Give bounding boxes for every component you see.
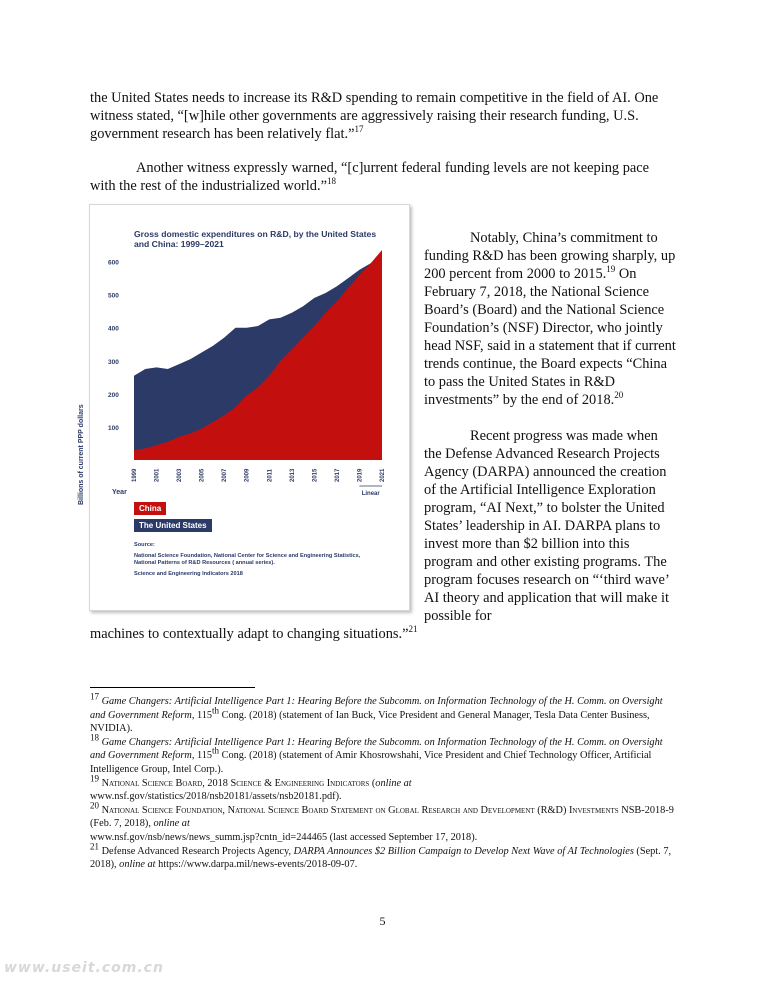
footnote-url[interactable]: https://www.darpa.mil/news-events/2018-09-07.	[155, 859, 358, 871]
x-tick-label: 1999	[132, 468, 138, 482]
footnote-text: Defense Advanced Research Projects Agency,	[99, 845, 294, 857]
x-axis-label: Year	[112, 489, 127, 496]
footnote-text: Cong. (2018) (statement of Amir Khosrowshahi, Vice President and Chief Technology Officer, Artificial Intelligence Group, Intel Corp.).	[90, 750, 652, 775]
paragraph-closing-line	[90, 625, 675, 643]
ordinal-suffix: th	[212, 745, 220, 756]
footnote-ref-21[interactable]: 21	[408, 624, 418, 635]
footnote-ref-17[interactable]: 17	[354, 124, 364, 135]
footnote-text: , 115	[191, 709, 213, 721]
ordinal-suffix: th	[212, 705, 220, 716]
footnote-online-at: online at	[119, 859, 156, 871]
footnote-online-at: online at	[153, 818, 190, 830]
paragraph-text: On February 7, 2018, the National Science Board’s (Board) and the National Science Foundation’s (NSF) Director, who jointly head NSF, said in a statement that if current trends continue, the Board expects “China to pass the United States in R&D investments” by the end of 2018.	[424, 266, 676, 408]
y-tick-label: 400	[108, 325, 119, 333]
x-tick-label: 2011	[267, 468, 274, 482]
x-tick-label: 2013	[289, 468, 296, 482]
x-tick-label: 2005	[199, 468, 206, 482]
footnote-17	[90, 691, 675, 736]
footnote-ref-19[interactable]: 19	[606, 264, 616, 275]
x-tick-label: 2009	[244, 468, 251, 482]
footnote-number: 17	[90, 691, 99, 702]
y-tick-label: 600	[108, 259, 119, 267]
x-tick-label: 2007	[222, 468, 229, 482]
paragraph-text: the United States needs to increase its R&D spending to remain competitive in the field of AI. One witness stated, “[w]hile other governments are aggressively raising their research funding, U.S. government research has been relatively flat.”	[90, 90, 659, 142]
paragraph-darpa	[424, 427, 676, 625]
footnote-text: NSB-2018-9 (Feb. 7, 2018),	[90, 804, 674, 830]
footnote-number: 18	[90, 732, 99, 743]
x-tick-label: 2003	[177, 468, 184, 482]
footnote-ref-18[interactable]: 18	[326, 176, 336, 187]
source-text: National Science Foundation, National Center for Science and Engineering Statistics, National Patterns of R&D Resources ( annual series).	[134, 553, 361, 566]
footnote-text: Cong. (2018) (statement of Ian Buck, Vice President and General Manager, Tesla Data Center Business, NVIDIA).	[90, 709, 650, 735]
y-tick-label: 300	[108, 358, 119, 366]
footnote-text: (Sept. 7, 2018),	[90, 845, 672, 871]
paragraph-rd-spending	[90, 89, 675, 143]
footnote-title: Game Changers: Artificial Intelligence Part 1: Hearing Before the Subcomm. on Information Technology of the H. Comm. on Oversight and Government Reform	[90, 736, 663, 762]
footnote-url[interactable]: www.nsf.gov/statistics/2018/nsb20181/assets/nsb20181.pdf).	[90, 791, 342, 803]
y-tick-label: 200	[108, 391, 119, 399]
footnote-20	[90, 800, 675, 845]
source-label: Source:	[134, 542, 155, 548]
chart-source	[134, 542, 374, 578]
footnote-number: 20	[90, 800, 99, 811]
footnote-online-at: online at	[375, 777, 412, 789]
footnote-21	[90, 841, 675, 872]
paragraph-text: Recent progress was made when the Defense Advanced Research Projects Agency (DARPA) announced the creation of the Artificial Intelligence Exploration program, “AI Next,” to bolster the United States’ leadership in AI. DARPA plans to invest more than $2 billion into this program and other existing programs. The program focuses research on “‘third wave’ AI theory and application that will make it possible for	[424, 428, 669, 624]
paragraph-text: Another witness expressly warned, “[c]urrent federal funding levels are not keeping pace with the rest of the industrialized world.”	[90, 160, 650, 194]
paragraph-text: machines to contextually adapt to changing situations.”	[90, 626, 409, 642]
footnote-text: National Science Foundation, National Science Board Statement on Global Research and Development (R&D) Investments	[101, 804, 619, 816]
rd-chart-figure	[78, 204, 410, 611]
x-tick-label: 2017	[334, 468, 341, 482]
footnote-number: 21	[90, 841, 99, 852]
footnote-text: , 115	[191, 750, 213, 762]
footnote-text: National Science Board, 2018 Science & Engineering Indicators	[101, 777, 370, 789]
paragraph-text: Notably, China’s commitment to funding R&D has been growing sharply, up 200 percent from 2000 to 2015.	[424, 230, 676, 282]
footnote-title: DARPA Announces $2 Billion Campaign to Develop Next Wave of AI Technologies	[293, 845, 634, 857]
footnote-divider	[90, 687, 255, 688]
legend-united-states: The United States	[134, 519, 212, 532]
footnote-title: Game Changers: Artificial Intelligence Part 1: Hearing Before the Subcomm. on Information Technology of the H. Comm. on Oversight and Government Reform	[90, 696, 663, 721]
linear-annotation: Linear	[361, 491, 380, 497]
right-column-text	[424, 229, 676, 625]
paragraph-china-commitment	[424, 229, 676, 409]
x-tick-label: 2015	[312, 468, 319, 482]
footnote-ref-20[interactable]: 20	[614, 390, 624, 401]
page-number: 5	[379, 914, 386, 928]
chart-title: Gross domestic expenditures on R&D, by the United States and China: 1999–2021	[134, 229, 377, 249]
footnote-19: $^{19}$ National Science Board, 2018 Science & Engineering Indicators (online at www.nsf.gov/statistics/2018/nsb20181/assets/nsb20181.pdf).	[90, 773, 412, 803]
watermark: www.useit.com.cn	[4, 960, 164, 976]
source-indicators: Science and Engineering Indicators 2018	[134, 571, 243, 577]
chart-y-axis-label: Billions of current PPP dollars	[78, 404, 85, 505]
footnote-url[interactable]: www.nsf.gov/nsb/news/news_summ.jsp?cntn_id=244465 (last accessed September 17, 2018).	[90, 831, 478, 843]
paragraph-funding-warning	[90, 159, 675, 195]
footnotes	[90, 691, 675, 872]
x-tick-label: 2019	[357, 468, 364, 482]
x-tick-label: 2021	[380, 468, 386, 482]
y-tick-label: 500	[108, 292, 119, 300]
legend-china: China	[134, 502, 166, 515]
y-tick-label: 100	[108, 424, 119, 432]
footnote-number: 19	[90, 773, 99, 784]
x-tick-label: 2001	[154, 468, 161, 482]
footnote-18	[90, 732, 675, 777]
